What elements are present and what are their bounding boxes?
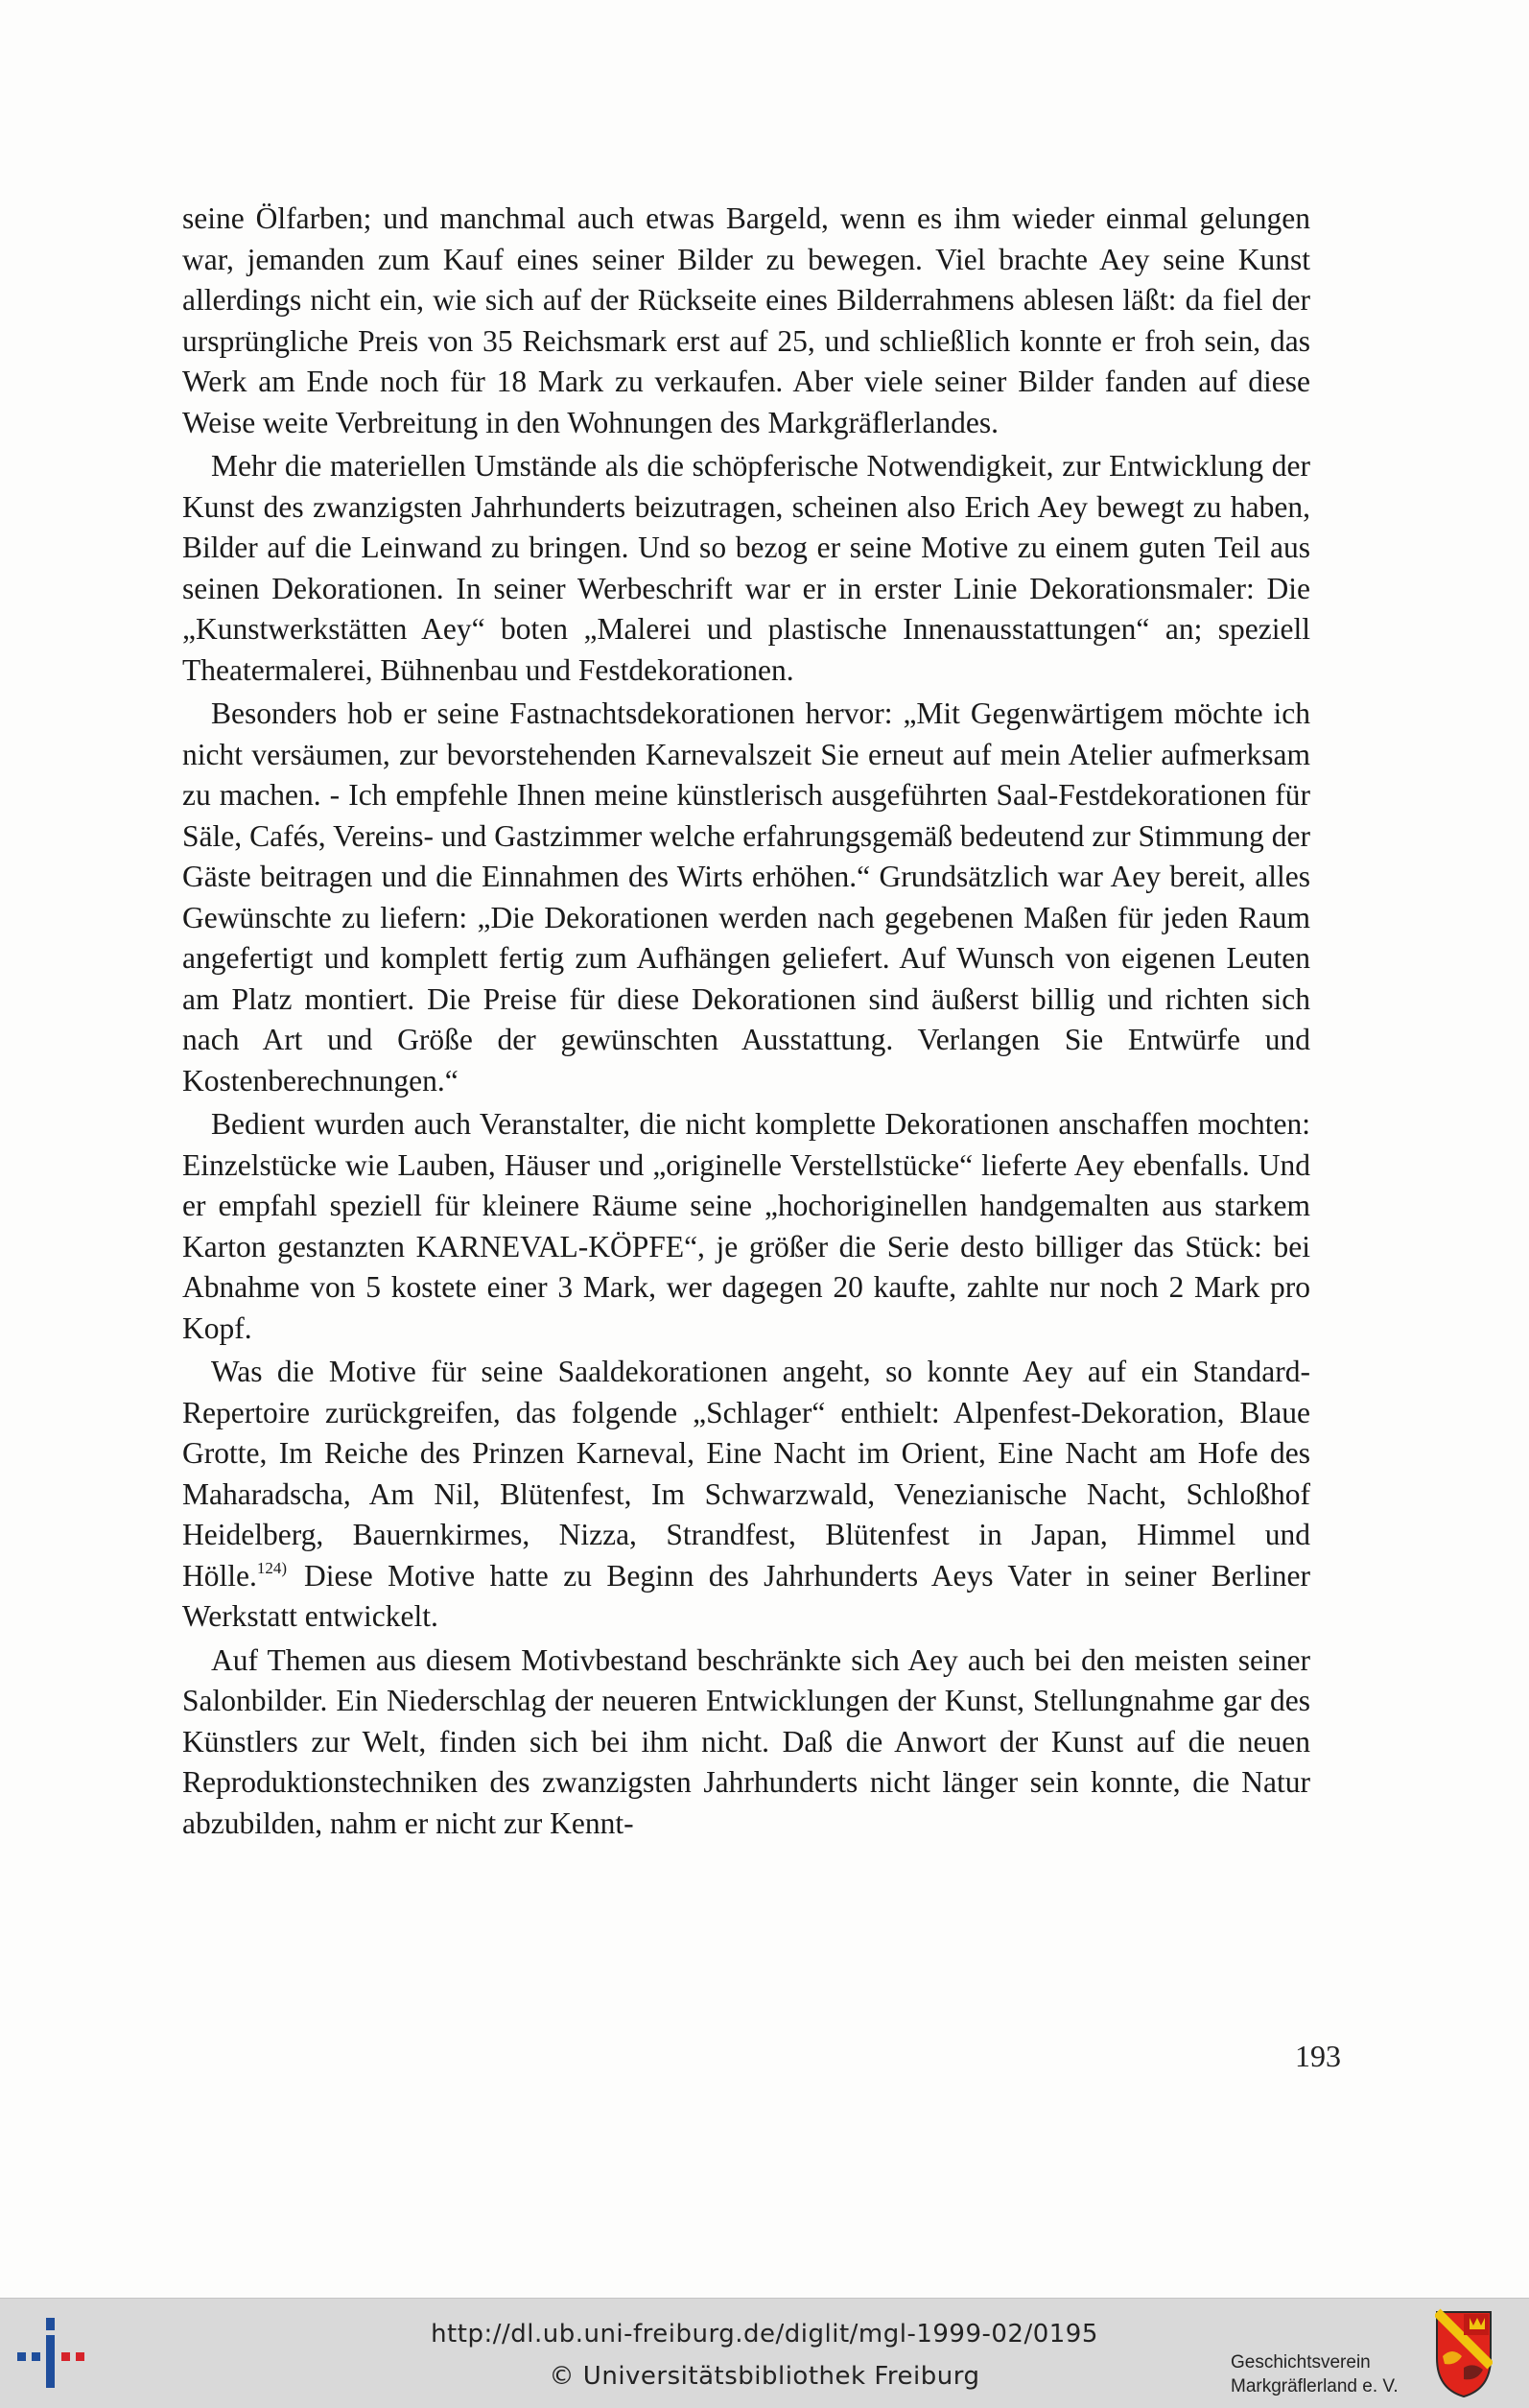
permalink-url[interactable]: http://dl.ub.uni-freiburg.de/diglit/mgl-1999-02/0195 xyxy=(431,2320,1098,2349)
paragraph-3: Besonders hob er seine Fastnachtsdekorationen hervor: „Mit Gegenwärtigem möchte ich nicht versäumen, zur bevorstehenden Karnevalszeit Sie erneut auf mein Atelier aufmerksam zu machen. - Ich empfehle Ihnen meine künstlerisch ausgeführten Saal-Festdekorationen für Säle, Cafés, Vereins- und Gastzimmer welche erfahrungsgemäß bedeutend zur Stimmung der Gäste beitragen und die Einnahmen des Wirts erhöhen.“ Grundsätzlich war Aey bereit, alles Gewünschte zu liefern: „Die Dekorationen werden nach gegebenen Maßen für jeden Raum angefertigt und komplett fertig zum Aufhängen geliefert. Auf Wunsch von eigenen Leuten am Platz montiert. Die Preise für diese Dekorationen sind äußerst billig und richten sich nach Art und Größe der gewünschten Ausstattung. Verlangen Sie Entwürfe und Kostenberechnungen.“ xyxy=(182,696,1310,1098)
paragraph-1: seine Ölfarben; und manchmal auch etwas Bargeld, wenn es ihm wieder einmal gelungen war, jemanden zum Kauf eines seiner Bilder zu bewegen. Viel brachte Aey seine Kunst allerdings nicht ein, wie sich auf der Rückseite eines Bilderrahmens ablesen läßt: da fiel der ursprüngliche Preis von 35 Reichsmark erst auf 25, und schließlich konnte er froh sein, das Werk am Ende noch für 18 Mark zu verkaufen. Aber viele seiner Bilder fanden auf diese Weise weite Verbreitung in den Wohnungen des Markgräflerlandes. xyxy=(182,201,1310,439)
paragraph-5-text: Was die Motive für seine Saaldekorationen angeht, so konnte Aey auf ein Standard-Repertoire zurückgreifen, das folgende „Schlager“ enthielt: Alpenfest-Dekoration, Blaue Grotte, Im Reiche des Prinzen Karneval, Eine Nacht im Orient, Eine Nacht am Hofe des Maharadscha, Am Nil, Blütenfest, Im Schwarzwald, Venezianische Nacht, Schloßhof Heidelberg, Bauernkirmes, Nizza, Strandfest, Blütenfest in Japan, Himmel und Hölle. xyxy=(182,1355,1310,1593)
body-text xyxy=(182,199,1310,1847)
paragraph-6: Auf Themen aus diesem Motivbestand beschränkte sich Aey auch bei den meisten seiner Salonbilder. Ein Niederschlag der neueren Entwicklungen der Kunst, Stellungnahme gar des Künstlers zur Welt, finden sich bei ihm nicht. Daß die Anwort der Kunst auf die neuen Reproduktionstechniken des zwanzigsten Jahrhunderts nicht länger sein konnte, die Natur abzubilden, nahm er nicht zur Kennt- xyxy=(182,1642,1310,1840)
page-number: 193 xyxy=(1295,2039,1341,2073)
footnote-reference[interactable]: 124) xyxy=(256,1558,288,1577)
publisher-name-line-2: Markgräflerland e. V. xyxy=(1231,2376,1399,2396)
paragraph-4: Bedient wurden auch Veranstalter, die nicht komplette Dekorationen anschaffen mochten: Einzelstücke wie Lauben, Häuser und „originelle Verstellstücke“ lieferte Aey ebenfalls. Und er empfahl speziell für kleinere Räume seine „hochoriginellen handgemalten aus starkem Karton gestanzten KARNEVAL-KÖPFE“, je größer die Serie desto billiger das Stück: bei Abnahme von 5 kostete einer 3 Mark, wer dagegen 20 kaufte, zahlte nur noch 2 Mark pro Kopf. xyxy=(182,1107,1310,1345)
paragraph-5 xyxy=(182,1352,1310,1638)
publisher-name[interactable] xyxy=(1231,2350,1399,2398)
paragraph-2: Mehr die materiellen Umstände als die schöpferische Notwendigkeit, zur Entwicklung der Kunst des zwanzigsten Jahrhunderts beizutragen, scheinen also Erich Aey bewegt zu haben, Bilder auf die Leinwand zu bringen. Und so bezog er seine Motive zu einem guten Teil aus seinen Dekorationen. In seiner Werbeschrift war er in erster Linie Dekorationsmaler: Die „Kunstwerkstätten Aey“ boten „Malerei und plastische Innenausstattungen“ an; speziell Theatermalerei, Bühnenbau und Festdekorationen. xyxy=(182,449,1310,687)
viewer-footer xyxy=(0,2298,1529,2408)
paragraph-5-continuation: Diese Motive hatte zu Beginn des Jahrhunderts Aeys Vater in seiner Berliner Werkstatt entwickelt. xyxy=(182,1558,1310,1633)
coat-of-arms-icon[interactable] xyxy=(1435,2308,1493,2398)
copyright-notice: © Universitätsbibliothek Freiburg xyxy=(549,2362,980,2391)
publisher-name-line-1: Geschichtsverein xyxy=(1231,2352,1371,2373)
